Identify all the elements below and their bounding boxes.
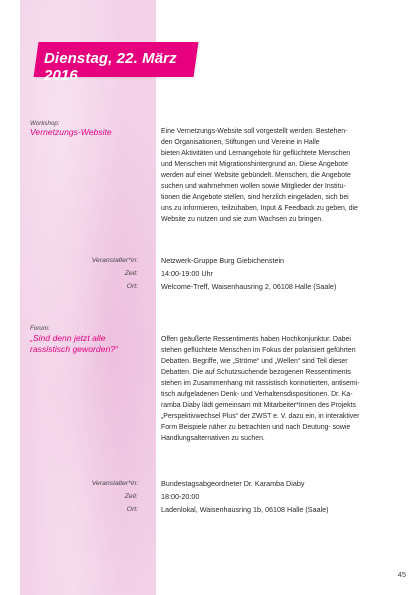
event-title	[30, 127, 112, 138]
description-line: Debatten. Begriffe, wie „Ströme“ und „Wellen“ sind Teil dieser	[161, 358, 348, 365]
event-title	[30, 333, 118, 355]
date-heading: Dienstag, 22. März 2016	[44, 50, 177, 84]
location-value: Welcome-Treff, Waisenhausring 2, 06108 Halle (Saale)	[161, 282, 337, 291]
time-label: Zeit:	[124, 493, 138, 500]
description-line: tionen die Angebote stellen, sind herzlich eingeladen, sich bei	[161, 194, 349, 201]
location-label: Ort:	[126, 506, 138, 513]
description-line: uns zu informieren, teilzuhaben, Input & Feedback zu geben, die	[161, 205, 358, 212]
description-line: Debatten. Die auf Schutzsuchende bezogenen Ressentiments	[161, 369, 351, 376]
location-label: Ort:	[126, 283, 138, 290]
description-line: bieten Aktivitäten und Lernangebote für geflüchtete Menschen	[161, 150, 351, 157]
page-number: 45	[397, 570, 406, 579]
event-type-label: Workshop:	[30, 120, 60, 127]
time-value: 18:00-20:00	[161, 492, 200, 501]
event-title-line: Vernetzungs-Website	[30, 127, 112, 137]
description-line: und Menschen mit Migrationshintergrund an. Diese Angebote	[161, 161, 348, 168]
description-line: stehen im Zusammenhang mit rassistisch konnotierten, antisemi-	[161, 380, 360, 387]
event-type-label: Forum:	[30, 325, 50, 332]
description-line: Offen geäußerte Ressentiments haben Hochkonjunktur. Dabei	[161, 336, 351, 343]
event-description	[161, 126, 383, 225]
organizer-value: Netzwerk-Gruppe Burg Giebichenstein	[161, 256, 285, 265]
description-line: Form Beispiele näher zu betrachten und nach Deutung- sowie	[161, 424, 351, 431]
event-title-line: rassistisch geworden?“	[30, 344, 118, 354]
organizer-label: Veranstalter*in:	[91, 480, 138, 487]
event-title-line: „Sind denn jetzt alle	[30, 333, 106, 343]
organizer-label: Veranstalter*in:	[91, 257, 138, 264]
time-label: Zeit:	[124, 270, 138, 277]
description-line: Eine Vernetzungs-Website soll vorgestellt werden. Bestehen-	[161, 128, 348, 135]
organizer-value: Bundestagsabgeordneter Dr. Karamba Diaby	[161, 479, 305, 488]
description-line: ramba Diaby lädt gemeinsam mit Mitarbeiter*Innen des Projekts	[161, 402, 356, 409]
description-line: Website zu nutzen und sie zum Wachsen zu bringen.	[161, 216, 324, 223]
event-description	[161, 334, 383, 444]
description-line: stehen geflüchtete Menschen im Fokus der polarisiert geführten	[161, 347, 356, 354]
description-line: „Perspektivwechsel Plus“ der ZWST e. V. dazu ein, in interaktiver	[161, 413, 360, 420]
time-value: 14:00-19:00 Uhr	[161, 269, 213, 278]
description-line: tisch aufgeladenen Denk- und Verhaltensdispositionen. Dr. Ka-	[161, 391, 353, 398]
location-value: Ladenlokal, Waisenhausring 1b, 06108 Halle (Saale)	[161, 505, 329, 514]
description-line: werden auf einer Website gebündelt. Menschen, die Angebote	[161, 172, 351, 179]
description-line: suchen und wahrnehmen wollen sowie Mitglieder der Institu-	[161, 183, 346, 190]
description-line: den Organisationen, Stiftungen und Vereine in Halle	[161, 139, 320, 146]
description-line: Handlungsalternativen zu suchen.	[161, 435, 265, 442]
